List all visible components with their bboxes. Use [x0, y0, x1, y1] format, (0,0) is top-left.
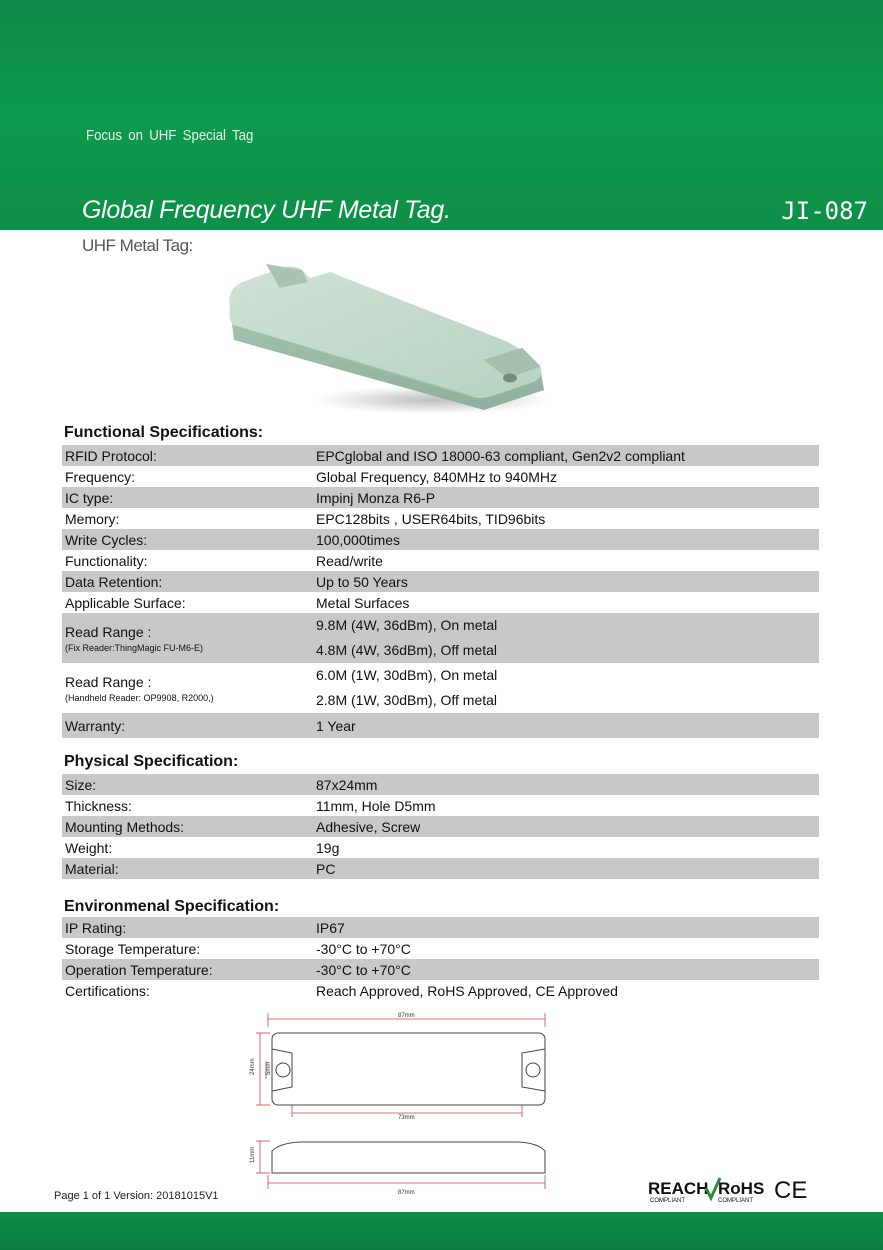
spec-label: IC type: [62, 487, 316, 508]
dim-hole-spacing-label: 73mm [398, 1115, 415, 1121]
spec-value: EPCglobal and ISO 18000-63 compliant, Gen2v2 compliant [316, 445, 819, 466]
environmental-spec-title: Environmenal Specification: [64, 898, 280, 915]
spec-label: Thickness: [65, 797, 132, 814]
dim-thickness-label: 11mm [250, 1146, 256, 1163]
spec-value: Impinj Monza R6-P [316, 487, 819, 508]
spec-value: 100,000times [316, 529, 819, 550]
dimension-drawing [240, 1005, 560, 1200]
spec-label: Material: [62, 858, 316, 879]
spec-value: -30°C to +70°C [316, 959, 819, 980]
spec-value: Read/write [316, 552, 383, 569]
spec-value: 19g [316, 839, 340, 856]
dim-length-label: 87mm [398, 1013, 415, 1019]
rohs-logo-sub: COMPLIANT [718, 1198, 754, 1204]
spec-value: Metal Surfaces [316, 594, 410, 611]
table-row [62, 959, 819, 980]
reach-logo-text: REACH [648, 1179, 709, 1198]
spec-value: PC [316, 858, 819, 879]
read-range-on-metal: 6.0M (1W, 30dBm), On metal [316, 667, 498, 683]
spec-label: Memory: [65, 510, 120, 527]
spec-value: 11mm, Hole D5mm [316, 797, 436, 814]
table-row [62, 774, 819, 795]
rohs-logo [706, 1178, 764, 1204]
spec-label: Write Cycles: [62, 529, 316, 550]
spec-label: Certifications: [65, 982, 150, 999]
spec-label: IP Rating: [62, 917, 316, 938]
read-range-note: (Handheld Reader: OP9908, R2000,) [65, 692, 214, 703]
model-number: JI-087 [781, 197, 868, 225]
spec-value [316, 663, 819, 713]
rohs-logo-text: RoHS [718, 1179, 765, 1198]
dim-width-label: 24mm [250, 1058, 256, 1075]
table-row [62, 445, 819, 466]
physical-spec-title: Physical Specification: [64, 753, 239, 770]
read-range-note: (Fix Reader:ThingMagic FU-M6-E) [65, 642, 204, 653]
table-row [62, 592, 819, 613]
spec-label: Frequency: [65, 468, 136, 485]
product-subtitle: UHF Metal Tag: [82, 236, 193, 255]
spec-label: Storage Temperature: [65, 940, 201, 957]
spec-label: Weight: [65, 839, 113, 856]
spec-value: Up to 50 Years [316, 571, 819, 592]
spec-label: Data Retention: [62, 571, 316, 592]
read-range-on-metal: 9.8M (4W, 36dBm), On metal [316, 617, 498, 633]
dim-length-side-label: 87mm [398, 1190, 415, 1196]
dim-hole-label: 5mm [266, 1061, 272, 1075]
product-title: Global Frequency UHF Metal Tag. [82, 196, 451, 224]
spec-label: RFID Protocol: [62, 445, 316, 466]
spec-label: Mounting Methods: [62, 816, 316, 837]
table-row-read-range-fix [62, 613, 819, 663]
table-row [62, 466, 819, 487]
spec-value: 87x24mm [316, 774, 819, 795]
tagline: Focus on UHF Special Tag [86, 127, 254, 144]
spec-value [316, 613, 819, 663]
certification-logos [646, 1172, 816, 1206]
table-row [62, 529, 819, 550]
table-row [62, 508, 819, 529]
spec-label: Functionality: [65, 552, 148, 569]
table-row-read-range-handheld [62, 663, 819, 713]
spec-value: IP67 [316, 917, 819, 938]
spec-label: Applicable Surface: [65, 594, 186, 611]
spec-value: EPC128bits , USER64bits, TID96bits [316, 510, 546, 527]
spec-value: Global Frequency, 840MHz to 940MHz [316, 468, 557, 485]
table-row [62, 917, 819, 938]
table-row [62, 550, 819, 571]
page-info: Page 1 of 1 Version: 20181015V1 [54, 1190, 219, 1202]
table-row [62, 487, 819, 508]
functional-spec-table [62, 445, 819, 738]
header-banner [0, 0, 883, 230]
spec-value: Reach Approved, RoHS Approved, CE Approved [316, 982, 618, 999]
table-row [62, 816, 819, 837]
read-range-label: Read Range : [65, 673, 152, 690]
tag-photo [222, 250, 562, 420]
spec-label: Size: [62, 774, 316, 795]
read-range-off-metal: 2.8M (1W, 30dBm), Off metal [316, 692, 498, 708]
reach-logo-sub: COMPLIANT [650, 1198, 686, 1204]
read-range-label: Read Range : [65, 623, 152, 640]
spec-label: Warranty: [62, 713, 316, 738]
environmental-spec-table [62, 917, 819, 1001]
spec-label [62, 663, 316, 713]
table-row [62, 571, 819, 592]
reach-logo [648, 1179, 708, 1204]
ce-logo: CE [774, 1177, 808, 1204]
functional-spec-title: Functional Specifications: [64, 424, 264, 441]
footer-band [0, 1212, 883, 1250]
spec-value: -30°C to +70°C [316, 940, 411, 957]
table-row [62, 980, 819, 1001]
spec-value: Adhesive, Screw [316, 816, 819, 837]
table-row [62, 795, 819, 816]
physical-spec-table [62, 774, 819, 879]
read-range-off-metal: 4.8M (4W, 36dBm), Off metal [316, 642, 498, 658]
spec-value: 1 Year [316, 713, 819, 738]
spec-label [62, 613, 316, 663]
table-row [62, 938, 819, 959]
table-row [62, 858, 819, 879]
table-row [62, 837, 819, 858]
table-row [62, 713, 819, 738]
spec-label: Operation Temperature: [62, 959, 316, 980]
